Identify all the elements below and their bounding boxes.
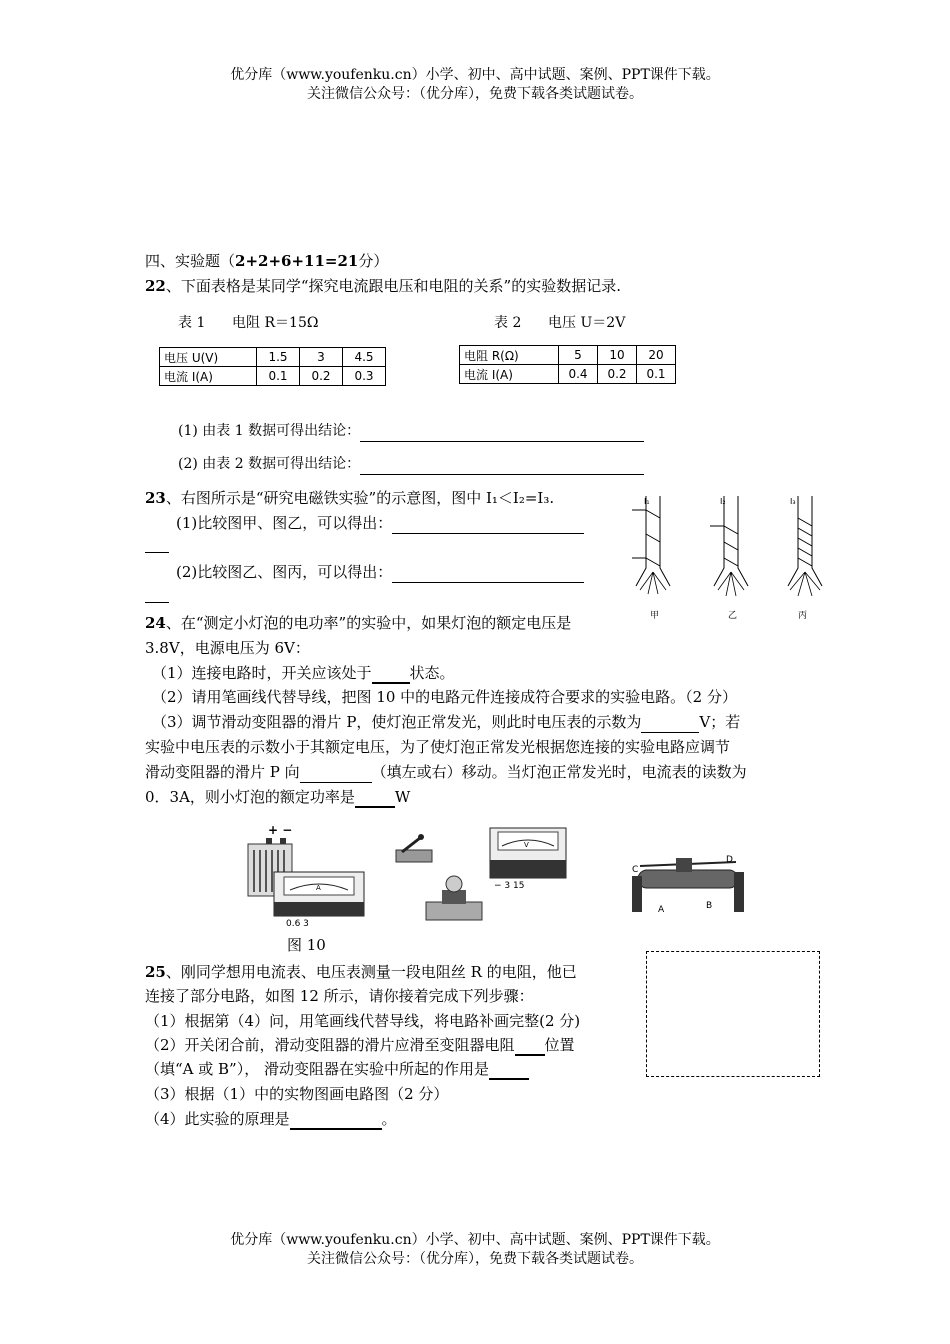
- q23-sub2: [176, 561, 584, 583]
- svg-text:V: V: [524, 841, 529, 849]
- q22-table2-caption: 表 2 电压 U＝2V: [494, 315, 626, 331]
- q22-table1-caption: 表 1 电阻 R＝15Ω: [178, 315, 319, 331]
- electromagnet-jia: [632, 496, 670, 621]
- q24-sub3-line3-text: 滑动变阻器的滑片 P 向: [145, 763, 300, 781]
- q23-sub1-text: (1)比较图甲、图乙，可以得出：: [176, 514, 393, 532]
- table-cell: 0.2: [598, 365, 637, 384]
- q25-stem-line-1: [145, 961, 577, 983]
- q23-text: 、右图所示是“研究电磁铁实验”的示意图，图中 I₁＜I₂=I₃.: [165, 489, 555, 507]
- footer-line-2: 关注微信公众号：（优分库），免费下载各类试题试卷。: [307, 1251, 643, 1267]
- q24-sub3-line-2: 实验中电压表的示数小于其额定电压，为了使灯泡正常发光根据您连接的实验电路应调节: [145, 738, 731, 756]
- q23-blank-continuation-2: [145, 602, 169, 603]
- q24-sub1: [152, 662, 455, 684]
- electromagnet-yi: [710, 496, 748, 621]
- q24-sub1-text: （1）连接电路时，开关应该处于: [152, 664, 372, 682]
- table-cell: 4.5: [343, 348, 386, 367]
- q25-sub2-suffix: 位置: [544, 1036, 575, 1054]
- svg-text:+ −: + −: [268, 823, 293, 837]
- table-cell: 0.1: [257, 367, 300, 386]
- table-row: [460, 365, 676, 384]
- q23-sub1: [176, 512, 584, 534]
- q25-line-1: 、刚同学想用电流表、电压表测量一段电阻丝 R 的电阻，他已: [165, 963, 577, 981]
- svg-text:A: A: [316, 884, 321, 892]
- q24-sub3-line3-suffix: （填左或右）移动。当灯泡正常发光时，电流表的读数为: [371, 763, 747, 781]
- q23-blank-continuation-1: [145, 552, 169, 553]
- table-cell: 10: [598, 346, 637, 365]
- rheostat-label-d: D: [726, 855, 733, 865]
- table-cell: 1.5: [257, 348, 300, 367]
- q23-answer-blank-1[interactable]: [392, 517, 584, 534]
- knife-switch: [396, 834, 432, 862]
- q24-sub3-line-4: [145, 786, 410, 808]
- table-cell: 电压 U(V): [160, 348, 257, 367]
- q22-table-2: [459, 345, 676, 384]
- table-cell: 0.2: [300, 367, 343, 386]
- q24-sub3-text: （3）调节滑动变阻器的滑片 P，使灯泡正常发光，则此时电压表的示数为: [152, 713, 642, 731]
- q22-answer-blank-2[interactable]: [360, 458, 644, 475]
- header-line-1: 优分库（www.youfenku.cn）小学、初中、高中试题、案例、PPT课件下载。: [230, 67, 720, 83]
- q22-text: 、下面表格是某同学“探究电流跟电压和电阻的关系”的实验数据记录.: [165, 277, 621, 295]
- table-cell: 3: [300, 348, 343, 367]
- table-cell: 电流 I(A): [460, 365, 559, 384]
- section-title-suffix: 分）: [358, 252, 389, 270]
- q24-answer-blank-1[interactable]: [372, 666, 410, 684]
- section-title-prefix: 四、实验题（: [145, 252, 236, 270]
- q25-stem-line-2: 连接了部分电路，如图 12 所示，请你接着完成下列步骤：: [145, 987, 534, 1005]
- q24-number: 24: [145, 614, 166, 632]
- q25-sub4-text: （4）此实验的原理是: [145, 1110, 290, 1128]
- q25-answer-blank-position[interactable]: [515, 1038, 545, 1056]
- q24-sub3-line4-suffix: W: [394, 788, 411, 806]
- ammeter: [274, 872, 364, 929]
- table-cell: 5: [559, 346, 598, 365]
- table-row: [160, 348, 386, 367]
- electromagnet-figure: [628, 490, 838, 625]
- figure-label-bing: 丙: [798, 611, 808, 621]
- q25-answer-blank-role[interactable]: [489, 1062, 529, 1080]
- q22-answer-blank-1[interactable]: [360, 425, 644, 442]
- q25-sub3: （3）根据（1）中的实物图画电路图（2 分）: [145, 1085, 449, 1103]
- q24-answer-blank-voltage[interactable]: [641, 716, 699, 733]
- q24-sub3-line4-text: 0．3A，则小灯泡的额定功率是: [145, 788, 355, 806]
- section-title: [145, 250, 388, 272]
- table-cell: 0.1: [637, 365, 676, 384]
- figure-10-components: [240, 822, 750, 930]
- q24-sub2: （2）请用笔画线代替导线，把图 10 中的电路元件连接成符合要求的实验电路。（2 分）: [152, 688, 737, 706]
- q22-stem: [145, 275, 621, 297]
- table-row: [160, 367, 386, 386]
- q24-sub3-suffix: V；若: [699, 713, 741, 731]
- q24-answer-blank-direction[interactable]: [300, 766, 372, 783]
- rheostat-label-b: B: [706, 901, 713, 911]
- current-label-1: I₁: [644, 497, 650, 506]
- q22-sub1: [178, 420, 644, 442]
- q22-number: 22: [145, 277, 166, 295]
- q25-sub2-line-2: [145, 1058, 529, 1080]
- q25-sub2-line2-text: （填“A 或 B”）， 滑动变阻器在实验中所起的作用是: [145, 1060, 489, 1078]
- figure-label-yi: 乙: [728, 611, 738, 621]
- q24-sub1-suffix: 状态。: [409, 664, 455, 682]
- q24-sub3-line-1: [152, 711, 740, 733]
- header-line-2: 关注微信公众号：（优分库），免费下载各类试题试卷。: [307, 86, 643, 102]
- rheostat-label-a: A: [658, 905, 665, 915]
- table-cell: 0.3: [343, 367, 386, 386]
- current-label-3: I₃: [790, 497, 796, 506]
- q25-number: 25: [145, 963, 166, 981]
- ammeter-scale: 0.6 3: [286, 919, 309, 929]
- q22-sub1-text: (1) 由表 1 数据可得出结论：: [178, 423, 361, 439]
- electromagnet-bing: [788, 496, 822, 621]
- footer-line-1: 优分库（www.youfenku.cn）小学、初中、高中试题、案例、PPT课件下载。: [230, 1232, 720, 1248]
- table-cell: 电流 I(A): [160, 367, 257, 386]
- table-cell: 0.4: [559, 365, 598, 384]
- q23-number: 23: [145, 489, 166, 507]
- voltmeter: [490, 828, 566, 891]
- bulb-holder: [426, 876, 482, 920]
- section-score: 2+2+6+11=21: [235, 252, 359, 270]
- q25-sub4: [145, 1108, 397, 1130]
- voltmeter-scale: − 3 15: [494, 881, 525, 891]
- q25-sub1: （1）根据第（4）问，用笔画线代替导线，将电路补画完整(2 分): [145, 1012, 581, 1030]
- q22-sub2-text: (2) 由表 2 数据可得出结论：: [178, 456, 361, 472]
- rheostat-label-c: C: [632, 865, 639, 875]
- q22-table-1: [159, 347, 386, 386]
- figure-10-caption: 图 10: [287, 936, 326, 954]
- q25-sub2-text: （2）开关闭合前，滑动变阻器的滑片应滑至变阻器电阻: [145, 1036, 515, 1054]
- q22-sub2: [178, 453, 644, 475]
- q23-sub2-text: (2)比较图乙、图丙，可以得出：: [176, 563, 393, 581]
- table-row: [460, 346, 676, 365]
- table-cell: 电阻 R(Ω): [460, 346, 559, 365]
- q24-stem-line-2: 3.8V，电源电压为 6V：: [145, 639, 310, 657]
- q23-answer-blank-2[interactable]: [392, 566, 584, 583]
- q24-answer-blank-power[interactable]: [355, 790, 395, 808]
- circuit-drawing-box[interactable]: [646, 951, 820, 1077]
- q23-stem: [145, 487, 554, 509]
- page-header: [0, 66, 950, 104]
- rheostat: [632, 855, 744, 915]
- q24-line-1: 、在“测定小灯泡的电功率”的实验中，如果灯泡的额定电压是: [165, 614, 572, 632]
- q25-sub2: [145, 1034, 575, 1056]
- q24-sub3-line-3: [145, 761, 747, 783]
- current-label-2: I₂: [720, 497, 726, 506]
- q24-stem-line-1: [145, 612, 571, 634]
- q25-answer-blank-principle[interactable]: [290, 1112, 382, 1130]
- page-footer: [0, 1231, 950, 1269]
- figure-label-jia: 甲: [650, 611, 660, 621]
- table-cell: 20: [637, 346, 676, 365]
- q25-sub4-suffix: 。: [381, 1110, 397, 1128]
